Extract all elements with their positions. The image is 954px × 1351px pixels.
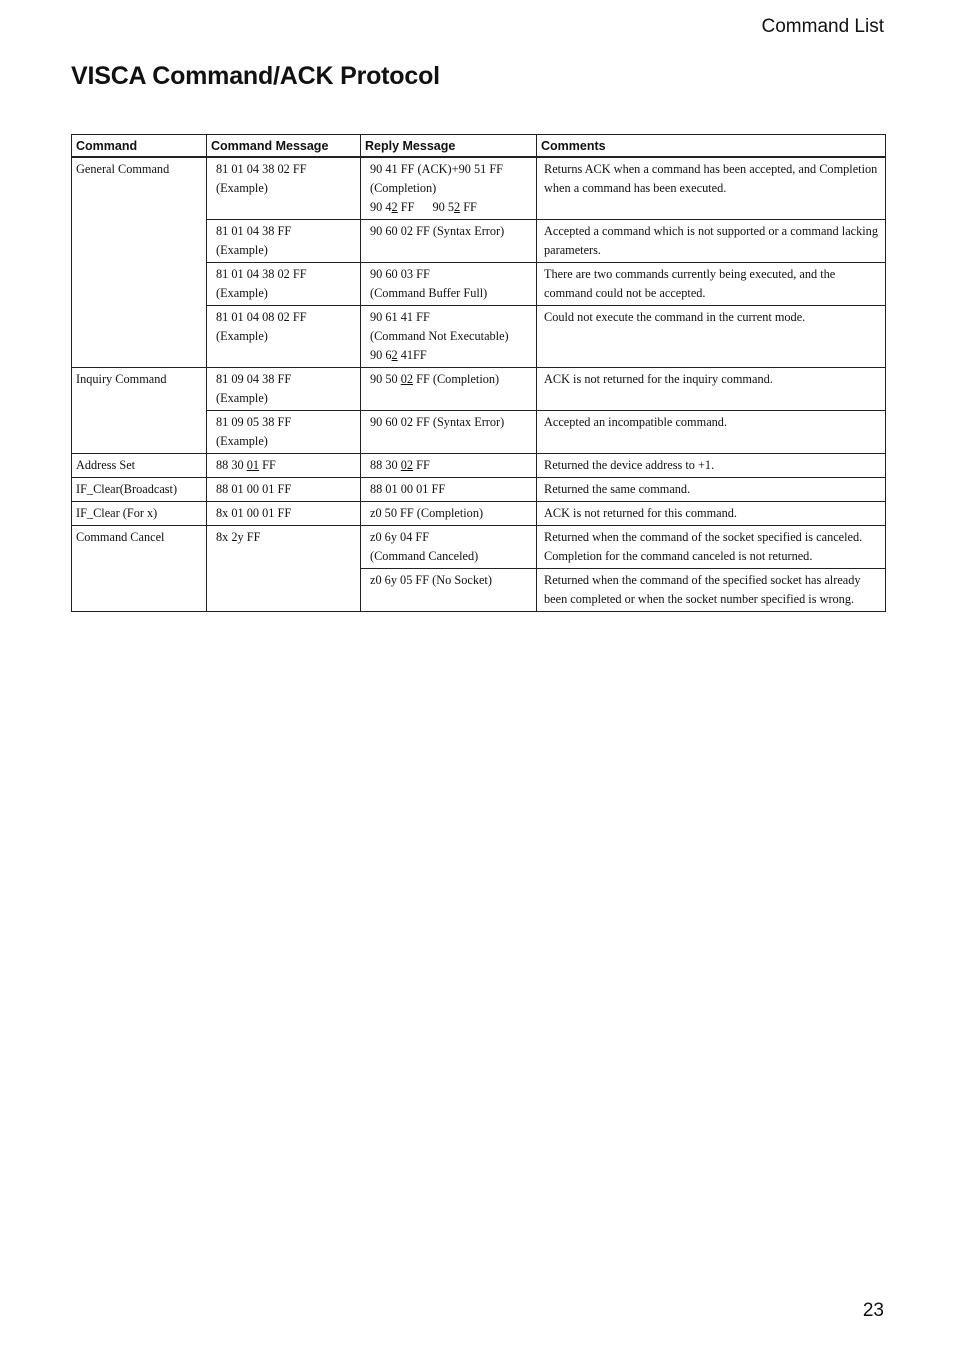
comment-cell: Returned the device address to +1. xyxy=(537,454,886,478)
command-message-cell: 81 01 04 38 FF (Example) xyxy=(207,220,361,263)
table-row xyxy=(72,526,886,569)
table-row xyxy=(72,502,886,526)
command-message-cell: 81 01 04 38 02 FF (Example) xyxy=(207,263,361,306)
table-row xyxy=(72,478,886,502)
page-number: 23 xyxy=(862,1300,884,1321)
comment-cell: Returned when the command of the specified socket has already been completed or when the socket number specified is wrong. xyxy=(537,569,886,612)
reply-message-cell: 88 01 00 01 FF xyxy=(361,478,537,502)
reply-message-cell: z0 6y 04 FF (Command Canceled) xyxy=(361,526,537,569)
column-header-comments: Comments xyxy=(537,135,886,158)
reply-message-cell: 90 61 41 FF (Command Not Executable) 90 62 41FF xyxy=(361,306,537,368)
comment-cell: Accepted an incompatible command. xyxy=(537,411,886,454)
command-cell: Inquiry Command xyxy=(72,368,207,454)
section-label: Command List xyxy=(761,16,884,37)
reply-message-cell: z0 50 FF (Completion) xyxy=(361,502,537,526)
comment-cell: Returns ACK when a command has been accepted, and Completion when a command has been executed. xyxy=(537,157,886,220)
command-message-cell: 81 01 04 38 02 FF (Example) xyxy=(207,157,361,220)
command-message-cell: 8x 2y FF xyxy=(207,526,361,612)
table-row xyxy=(72,157,886,220)
comment-cell: ACK is not returned for this command. xyxy=(537,502,886,526)
column-header-reply-message: Reply Message xyxy=(361,135,537,158)
column-header-command-message: Command Message xyxy=(207,135,361,158)
comment-cell: Accepted a command which is not supported or a command lacking parameters. xyxy=(537,220,886,263)
command-cell: IF_Clear (For x) xyxy=(72,502,207,526)
command-message-cell: 88 30 01 FF xyxy=(207,454,361,478)
reply-message-cell: 88 30 02 FF xyxy=(361,454,537,478)
table-row xyxy=(72,368,886,411)
reply-message-cell: z0 6y 05 FF (No Socket) xyxy=(361,569,537,612)
table-header-row xyxy=(72,135,886,158)
table-row xyxy=(72,454,886,478)
visca-command-table xyxy=(71,134,886,612)
reply-message-cell: 90 41 FF (ACK)+90 51 FF (Completion) 90 42 FF 90 52 FF xyxy=(361,157,537,220)
command-cell: Command Cancel xyxy=(72,526,207,612)
command-message-cell: 81 01 04 08 02 FF (Example) xyxy=(207,306,361,368)
comment-cell: There are two commands currently being executed, and the command could not be accepted. xyxy=(537,263,886,306)
command-message-cell: 81 09 05 38 FF (Example) xyxy=(207,411,361,454)
command-cell: Address Set xyxy=(72,454,207,478)
reply-message-cell: 90 50 02 FF (Completion) xyxy=(361,368,537,411)
comment-cell: Could not execute the command in the current mode. xyxy=(537,306,886,368)
reply-message-cell: 90 60 02 FF (Syntax Error) xyxy=(361,411,537,454)
reply-message-cell: 90 60 02 FF (Syntax Error) xyxy=(361,220,537,263)
comment-cell: Returned the same command. xyxy=(537,478,886,502)
command-message-cell: 8x 01 00 01 FF xyxy=(207,502,361,526)
command-message-cell: 81 09 04 38 FF (Example) xyxy=(207,368,361,411)
command-message-cell: 88 01 00 01 FF xyxy=(207,478,361,502)
command-cell: General Command xyxy=(72,157,207,368)
page-title: VISCA Command/ACK Protocol xyxy=(71,62,440,90)
column-header-command: Command xyxy=(72,135,207,158)
reply-message-cell: 90 60 03 FF (Command Buffer Full) xyxy=(361,263,537,306)
comment-cell: Returned when the command of the socket specified is canceled. Completion for the command canceled is not returned. xyxy=(537,526,886,569)
command-cell: IF_Clear(Broadcast) xyxy=(72,478,207,502)
comment-cell: ACK is not returned for the inquiry command. xyxy=(537,368,886,411)
